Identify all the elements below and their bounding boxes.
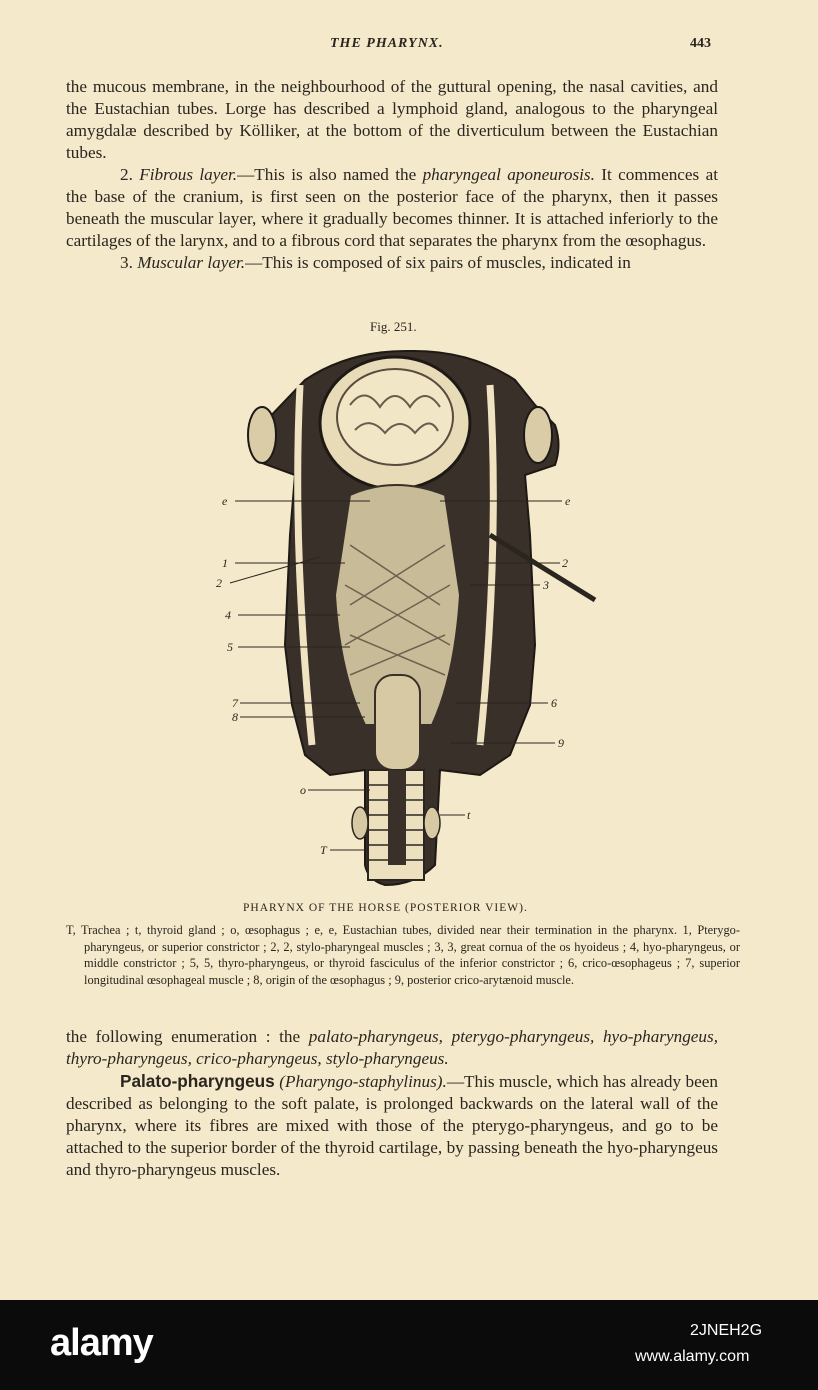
muscle-list: palato-pharyngeus, pterygo-pharyngeus, hyo-pharyngeus, thyro-pharyngeus, crico-pharyngeus, stylo-pharyngeus. [66,1027,719,1068]
image-id: 2JNEH2G [690,1322,763,1339]
brain-section [337,369,453,465]
label-T: T [320,843,327,857]
paragraph-muscular-layer [66,252,718,274]
label-t: t [467,808,471,822]
label-2-left: 2 [216,576,222,590]
paragraph-number: 2. [120,165,133,184]
paragraph-text: —This is composed of six pairs of muscles, indicated in [245,253,631,272]
site-url: www.alamy.com [635,1348,750,1365]
label-6: 6 [551,696,557,710]
right-condyle [524,407,552,463]
label-4: 4 [225,608,231,622]
paragraph-palato-pharyngeus [66,1070,718,1181]
label-e-right: e [565,494,571,508]
paragraph-number: 3. [120,253,133,272]
paragraph-fibrous-layer [66,164,718,252]
text-block-top [66,76,718,274]
figure-legend: T, Trachea ; t, thyroid gland ; o, œsophagus ; e, e, Eustachian tubes, divided near their termination in the pharynx. 1, Pterygo-pharyngeus, or superior constrictor ; 2, 2, stylo-pharyngeal muscles ; 3, 3, great cornua of the os hyoideus ; 4, hyo-pharyngeus, or middle constrictor ; 5, 5, thyro-pharyngeus, or thyroid fasciculus of the inferior constrictor ; 6, crico-œsophageus ; 7, superior longitudinal œsophageal muscle ; 8, origin of the œsophagus ; 9, posterior crico-arytænoid muscle. [66,923,740,987]
label-5: 5 [227,640,233,654]
pharynx-illustration [200,345,620,895]
label-2-right: 2 [562,556,568,570]
section-title-muscular-layer: Muscular layer. [137,253,246,272]
section-title-palato-pharyngeus: Palato-pharyngeus [120,1071,275,1091]
oesophagus [375,675,420,770]
term-pharyngeal-aponeurosis: pharyngeal aponeurosis. [422,165,595,184]
alamy-logo: alamy [50,1322,153,1364]
thyroid-gland-right [424,807,440,839]
synonym-pharyngo-staphylinus: (Pharyngo-staphylinus). [279,1072,447,1091]
oesophagus-lower [388,770,406,865]
label-3: 3 [543,578,549,592]
paragraph-text: It commences at the base of the cranium, is first seen on the posterior face of the pharynx, then it passes beneath the muscular layer, where it gradually becomes thinner. It is attached inferiorly to the cartilages of the larynx, and to a fibrous cord that separates the pharynx from the œsophagus. [66,165,718,250]
text-block-bottom [66,1026,718,1181]
thyroid-gland-left [352,807,368,839]
label-e-left: e [222,494,228,508]
label-1: 1 [222,556,228,570]
running-title: THE PHARYNX. [330,36,444,51]
paragraph-text: —This is also named the [237,165,417,184]
label-9: 9 [558,736,564,750]
figure-label: Fig. 251. [370,319,417,334]
paragraph-text: —This muscle, which has already been described as belonging to the soft palate, is prolonged backwards on the lateral wall of the pharynx, where its fibres are mixed with those of the pterygo-pharyngeus, and go to be attached to the superior border of the thyroid cartilage, by passing beneath the hyo-pharyngeus and thyro-pharyngeus muscles. [66,1072,718,1179]
label-7: 7 [232,696,238,710]
paragraph-text: the following enumeration : the [66,1027,301,1046]
paragraph-mucous-membrane: the mucous membrane, in the neighbourhood of the guttural opening, the nasal cavities, and the Eustachian tubes. Lorge has described a lymphoid gland, analogous to the pharyngeal amygdalæ described by Kölliker, at the bottom of the diverticulum between the Eustachian tubes. [66,77,718,162]
page-header [0,36,818,56]
figure-caption: PHARYNX OF THE HORSE (POSTERIOR VIEW). [243,902,528,914]
left-condyle [248,407,276,463]
label-o: o [300,783,306,797]
section-title-fibrous-layer: Fibrous layer. [139,165,238,184]
paragraph-enumeration [66,1026,718,1070]
label-8: 8 [232,710,238,724]
page-number: 443 [690,36,711,51]
